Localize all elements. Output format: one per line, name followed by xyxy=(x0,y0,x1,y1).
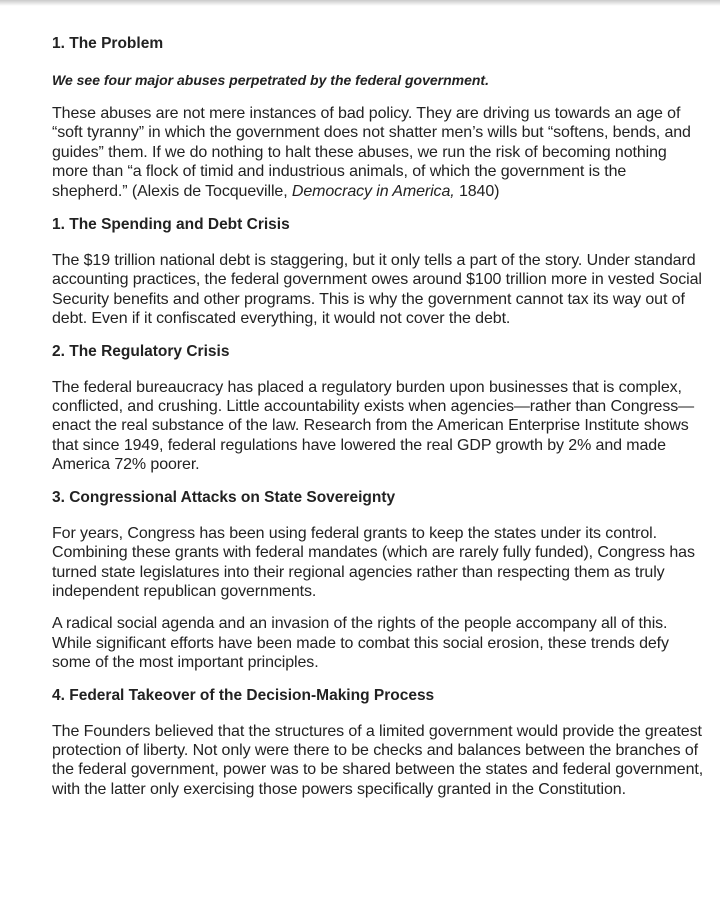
heading-state-sovereignty: 3. Congressional Attacks on State Sovereignty xyxy=(52,488,396,506)
paragraph-federal-takeover: The Founders believed that the structures of a limited government would provide the greatest protection of liberty. Not only were there to be checks and balances between the branches of the federal government, power was to be shared between the states and federal government, with the latter only exercising those powers specifically granted in the Constitution. xyxy=(52,722,704,798)
lead-statement: We see four major abuses perpetrated by the federal government. xyxy=(52,72,489,88)
heading-spending-debt-crisis: 1. The Spending and Debt Crisis xyxy=(52,216,290,234)
paragraph-state-sovereignty-1: For years, Congress has been using federal grants to keep the states under its control. Combining these grants with federal mandates (which are rarely fully funded), Congress has turned state legislatures into their regional agencies rather than respecting them as truly independent republican governments. xyxy=(52,524,695,600)
intro-year: 1840) xyxy=(454,182,500,200)
heading-the-problem: 1. The Problem xyxy=(52,35,164,52)
heading-federal-takeover: 4. Federal Takeover of the Decision-Making Process xyxy=(52,686,435,704)
paragraph-spending-debt: The $19 trillion national debt is staggering, but it only tells a part of the story. Under standard accounting practices, the federal government owes around $100 trillion more in vested Social Security benefits and other programs. This is why the government cannot tax its way out of debt. Even if it confiscated everything, it would not cover the debt. xyxy=(52,252,702,328)
intro-text: These abuses are not mere instances of bad policy. They are driving us towards an age of “soft tyranny” in which the government does not shatter men’s wills but “softens, bends, and guides” them. If we do nothing to halt these abuses, we run the risk of becoming nothing more than “a flock of timid and industrious animals, of which the government is the shepherd.” (Alexis de Tocqueville, xyxy=(52,105,691,200)
intro-paragraph xyxy=(52,104,704,201)
heading-regulatory-crisis: 2. The Regulatory Crisis xyxy=(52,342,230,360)
document-body xyxy=(52,34,704,812)
page-top-shadow xyxy=(0,0,720,6)
book-title: Democracy in America, xyxy=(291,182,455,200)
paragraph-state-sovereignty-2: A radical social agenda and an invasion of the rights of the people accompany all of this. While significant efforts have been made to combat this social erosion, these trends defy some of the most important principles. xyxy=(52,615,669,672)
paragraph-regulatory: The federal bureaucracy has placed a regulatory burden upon businesses that is complex, conflicted, and crushing. Little accountability exists when agencies—rather than Congress—enact the real substance of the law. Research from the American Enterprise Institute shows that since 1949, federal regulations have lowered the real GDP growth by 2% and made America 72% poorer. xyxy=(52,378,695,474)
